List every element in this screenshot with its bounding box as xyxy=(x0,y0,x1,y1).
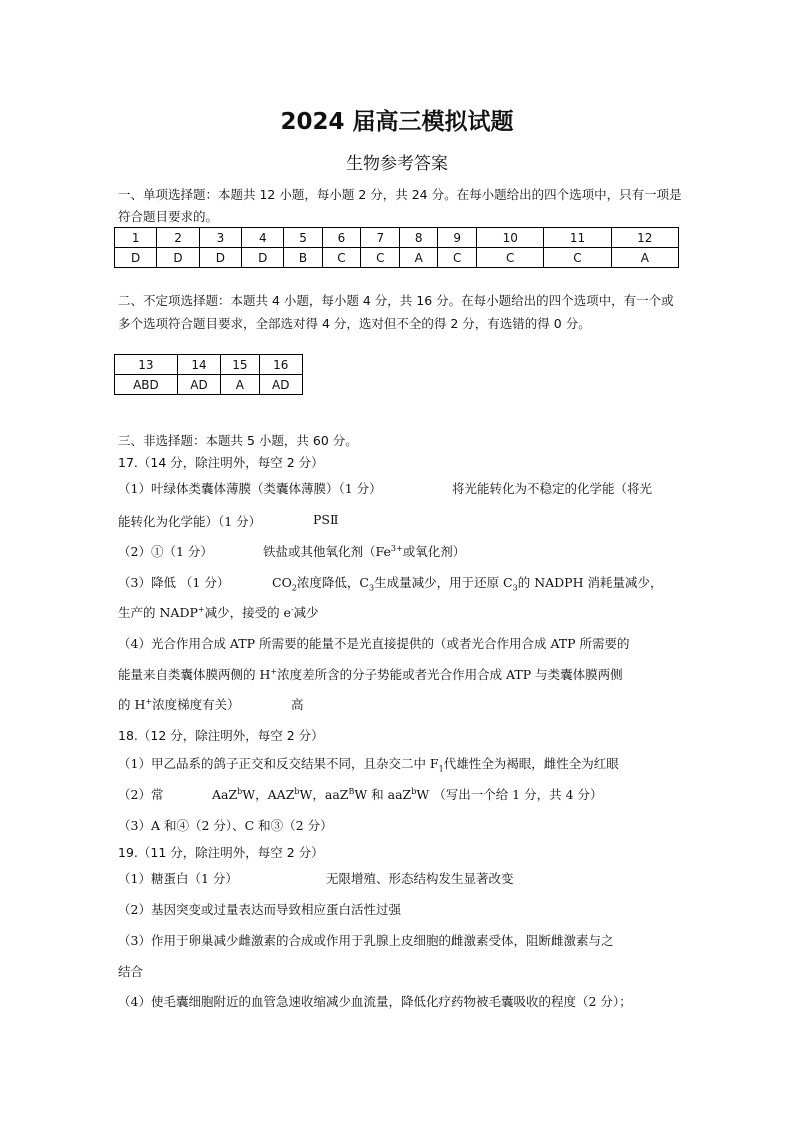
q17-3c-sup2: - xyxy=(290,604,294,614)
q17-answer-4c xyxy=(118,695,240,713)
section1.answers-cell: C xyxy=(361,248,400,268)
page-subtitle: 生物参考答案 xyxy=(346,154,448,174)
q17-3c2: 减少，接受的 e xyxy=(204,605,291,620)
table-row xyxy=(115,375,303,395)
q17-answer-2b xyxy=(263,542,465,560)
q18-2c: W，AAZ xyxy=(242,787,295,802)
section2.numbers-cell: 16 xyxy=(259,355,302,375)
q17-answer-2a: （2）①（1 分） xyxy=(118,544,213,559)
q17-4b2: 浓度差所含的分子势能或者光合作用合成 ATP 与类囊体膜两侧 xyxy=(277,667,623,682)
section1.answers-cell: C xyxy=(477,248,544,268)
section2.numbers-cell: 13 xyxy=(115,355,178,375)
section2.numbers-cell: 15 xyxy=(221,355,259,375)
q18-answer-3: （3）A 和④（2 分）、C 和③（2 分） xyxy=(118,818,333,833)
q17-answer-1b: 将光能转化为不稳定的化学能（将光 xyxy=(452,481,653,496)
q18-2f: W （写出一个给 1 分，共 4 分） xyxy=(416,787,603,802)
section1.answers-cell: D xyxy=(157,248,199,268)
section1.numbers-cell: 7 xyxy=(361,228,400,248)
section1.answers-cell: A xyxy=(611,248,678,268)
q17-answer-1d: PSⅡ xyxy=(313,512,339,527)
q19-heading: 19.（11 分，除注明外，每空 2 分） xyxy=(118,845,324,860)
q17-answer-3b xyxy=(272,573,662,593)
q19-answer-3b: 结合 xyxy=(118,964,144,979)
section2-heading: 二、不定项选择题：本题共 4 小题，每小题 4 分，共 16 分。在每小题给出的四个选项中，有一个或多个选项符合题目要求，全部选对得 4 分，选对但不全的得 2 分，有选错的得 0 分。 xyxy=(118,293,674,331)
section2.answers-cell: AD xyxy=(259,375,302,395)
q17-answer-1 xyxy=(118,479,382,497)
section2.answers-cell: A xyxy=(221,375,259,395)
q17-2b-end: 或氧化剂） xyxy=(402,544,466,559)
section1-answer-table xyxy=(114,227,679,268)
q17-2b-text: 铁盐或其他氧化剂（Fe xyxy=(263,544,391,559)
q17-3c3: 减少 xyxy=(293,605,319,620)
section1.numbers-cell: 3 xyxy=(199,228,241,248)
q18-2d: W，aaZ xyxy=(299,787,349,802)
table-row xyxy=(115,355,303,375)
section2.answers-cell: ABD xyxy=(115,375,178,395)
q18-answer-1 xyxy=(118,754,619,774)
section1.numbers-cell: 12 xyxy=(611,228,678,248)
q18-2c-sup: b xyxy=(294,786,300,796)
section2-answer-table xyxy=(114,354,303,395)
section1.numbers-cell: 8 xyxy=(400,228,438,248)
section1.answers-cell: A xyxy=(400,248,438,268)
section2.answers-cell: AD xyxy=(177,375,220,395)
q17-answer-4b xyxy=(118,665,623,683)
section3-heading: 三、非选择题：本题共 5 小题，共 60 分。 xyxy=(118,433,358,448)
q18-2d-sup: B xyxy=(348,786,355,796)
q17-4c1: 的 H xyxy=(118,697,146,712)
q18-answer-2b xyxy=(212,785,603,803)
section1.answers-cell: C xyxy=(322,248,361,268)
section1.answers-cell: C xyxy=(544,248,611,268)
section1.numbers-cell: 1 xyxy=(115,228,157,248)
q17-3c1: 生产的 NADP xyxy=(118,605,198,620)
q19-answer-2: （2）基因突变或过量表达而导致相应蛋白活性过强 xyxy=(118,902,401,917)
section1.answers-cell: D xyxy=(199,248,241,268)
q17-3b4: 的 NADPH 消耗量减少， xyxy=(517,575,663,590)
section1.numbers-cell: 11 xyxy=(544,228,611,248)
section1.numbers-cell: 2 xyxy=(157,228,199,248)
table-row xyxy=(115,248,679,268)
q17-3b1: CO xyxy=(272,575,292,590)
q17-3b3: 生成量减少，用于还原 C xyxy=(374,575,513,590)
q18-1b: 代雄性全为褐眼，雌性全为红眼 xyxy=(443,756,619,771)
q19-answer-1b: 无限增殖、形态结构发生显著改变 xyxy=(326,871,514,886)
q17-answer-4d: 高 xyxy=(291,697,304,712)
q17-4c-sup: + xyxy=(145,696,153,706)
q17-3b-sub3: 3 xyxy=(512,583,518,593)
q17-1a: （1）叶绿体类囊体薄膜（类囊体薄膜）（1 分） xyxy=(118,481,382,496)
q18-1-sub: 1 xyxy=(438,764,444,774)
q18-2e-sup: b xyxy=(411,786,417,796)
q17-3b-sub: 2 xyxy=(291,583,297,593)
section2.numbers-cell: 14 xyxy=(177,355,220,375)
q19-answer-4: （4）使毛囊细胞附近的血管急速收缩减少血流量，降低化疗药物被毛囊吸收的程度（2 分）； xyxy=(118,994,632,1009)
q17-heading: 17.（14 分，除注明外，每空 2 分） xyxy=(118,455,324,470)
q17-answer-4a: （4）光合作用合成 ATP 所需要的能量不是光直接提供的（或者光合作用合成 ATP 所需要的 xyxy=(118,636,630,651)
q17-3c-sup: + xyxy=(197,604,205,614)
section1.answers-cell: C xyxy=(438,248,477,268)
q18-heading: 18.（12 分，除注明外，每空 2 分） xyxy=(118,728,324,743)
table-row xyxy=(115,228,679,248)
q18-2b-sup: b xyxy=(237,786,243,796)
section1.answers-cell: D xyxy=(242,248,284,268)
section1.numbers-cell: 5 xyxy=(284,228,322,248)
q18-2e: W 和 aaZ xyxy=(354,787,412,802)
section1.numbers-cell: 6 xyxy=(322,228,361,248)
q18-1a: （1）甲乙品系的鸽子正交和反交结果不同，且杂交二中 F xyxy=(118,756,439,771)
section1.numbers-cell: 4 xyxy=(242,228,284,248)
q17-answer-1c: 能转化为化学能）（1 分） xyxy=(118,514,262,529)
q19-answer-1a: （1）糖蛋白（1 分） xyxy=(118,871,238,886)
q17-4b-sup: + xyxy=(270,666,278,676)
q19-answer-3a: （3）作用于卵巢减少雌激素的合成或作用于乳腺上皮细胞的雌激素受体，阻断雌激素与之 xyxy=(118,933,614,948)
q17-answer-3c xyxy=(118,603,319,621)
q17-3b-sub2: 3 xyxy=(368,583,375,593)
q18-answer-2a: （2）常 xyxy=(118,787,164,802)
q17-2b-sup: 3+ xyxy=(390,543,403,553)
page-title: 2024 届高三模拟试题 xyxy=(280,109,514,135)
q17-3b2: 浓度降低，C xyxy=(296,575,369,590)
q17-answer-3a: （3）降低 （1 分） xyxy=(118,575,230,590)
section1.numbers-cell: 9 xyxy=(438,228,477,248)
section1.numbers-cell: 10 xyxy=(477,228,544,248)
q17-4b1: 能量来自类囊体膜两侧的 H xyxy=(118,667,271,682)
q18-2b: AaZ xyxy=(212,787,238,802)
section1.answers-cell: B xyxy=(284,248,322,268)
section1.answers-cell: D xyxy=(115,248,157,268)
q17-4c2: 浓度梯度有关） xyxy=(152,697,240,712)
section1-heading: 一、单项选择题：本题共 12 小题，每小题 2 分，共 24 分。在每小题给出的四个选项中，只有一项是符合题目要求的。 xyxy=(118,187,682,224)
